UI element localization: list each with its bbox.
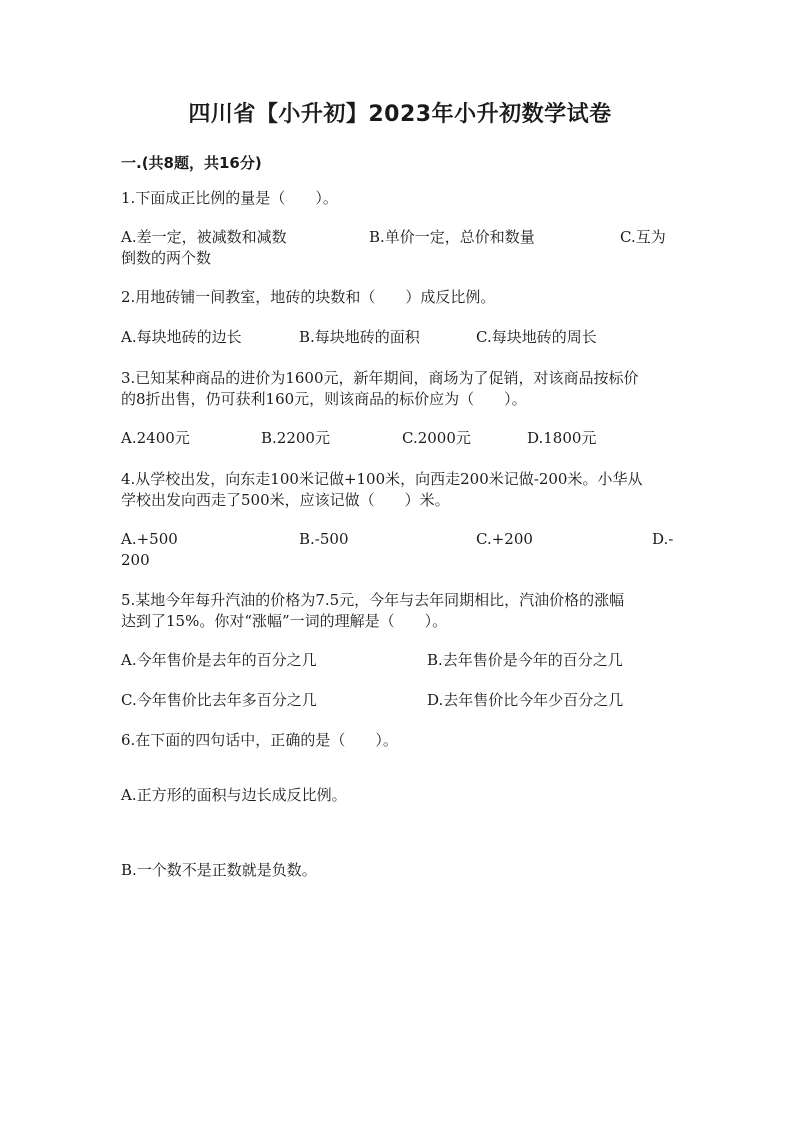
question-2-option-c: C.每块地砖的周长 bbox=[476, 328, 597, 346]
question-1-option-b: B.单价一定，总价和数量 bbox=[369, 228, 535, 246]
exam-title: 四川省【小升初】2023年小升初数学试卷 bbox=[188, 102, 612, 127]
question-2-option-b: B.每块地砖的面积 bbox=[299, 328, 420, 346]
question-3-stem-line2: 的8折出售，仍可获利160元，则该商品的标价应为（ ）。 bbox=[121, 390, 527, 408]
question-4-option-c: C.+200 bbox=[476, 530, 533, 548]
question-4-option-b: B.-500 bbox=[299, 530, 349, 548]
question-3-option-d: D.1800元 bbox=[527, 429, 597, 447]
section-header: 一.(共8题，共16分) bbox=[121, 154, 262, 172]
question-3-option-c: C.2000元 bbox=[402, 429, 471, 447]
question-1-option-c: C.互为 bbox=[620, 228, 666, 246]
question-4-option-d: D.- bbox=[652, 530, 674, 548]
question-1-option-a: A.差一定，被减数和减数 bbox=[121, 228, 287, 246]
question-6-stem: 6.在下面的四句话中，正确的是（ ）。 bbox=[121, 731, 398, 749]
question-3-option-b: B.2200元 bbox=[261, 429, 330, 447]
question-5-option-a: A.今年售价是去年的百分之几 bbox=[121, 651, 317, 669]
question-1-option-c-cont: 倒数的两个数 bbox=[121, 249, 212, 267]
question-5-option-d: D.去年售价比今年少百分之几 bbox=[427, 691, 624, 709]
question-4-stem-line2: 学校出发向西走了500米，应该记做（ ）米。 bbox=[121, 491, 450, 509]
question-5-option-c: C.今年售价比去年多百分之几 bbox=[121, 691, 317, 709]
question-6-option-b: B.一个数不是正数就是负数。 bbox=[121, 861, 317, 879]
question-5-stem-line2: 达到了15%。你对“涨幅”一词的理解是（ ）。 bbox=[121, 612, 448, 630]
question-5-stem-line1: 5.某地今年每升汽油的价格为7.5元，今年与去年同期相比，汽油价格的涨幅 bbox=[121, 591, 625, 609]
question-5-option-b: B.去年售价是今年的百分之几 bbox=[427, 651, 623, 669]
question-3-stem-line1: 3.已知某种商品的进价为1600元，新年期间，商场为了促销，对该商品按标价 bbox=[121, 369, 639, 387]
question-6-option-a: A.正方形的面积与边长成反比例。 bbox=[121, 786, 347, 804]
question-4-option-a: A.+500 bbox=[121, 530, 178, 548]
question-2-stem: 2.用地砖铺一间教室，地砖的块数和（ ）成反比例。 bbox=[121, 288, 496, 306]
question-1-stem: 1.下面成正比例的量是（ ）。 bbox=[121, 189, 338, 207]
question-4-stem-line1: 4.从学校出发，向东走100米记做+100米，向西走200米记做-200米。小华从 bbox=[121, 470, 643, 488]
question-3-option-a: A.2400元 bbox=[121, 429, 190, 447]
question-4-option-d-cont: 200 bbox=[121, 551, 150, 569]
question-2-option-a: A.每块地砖的边长 bbox=[121, 328, 242, 346]
